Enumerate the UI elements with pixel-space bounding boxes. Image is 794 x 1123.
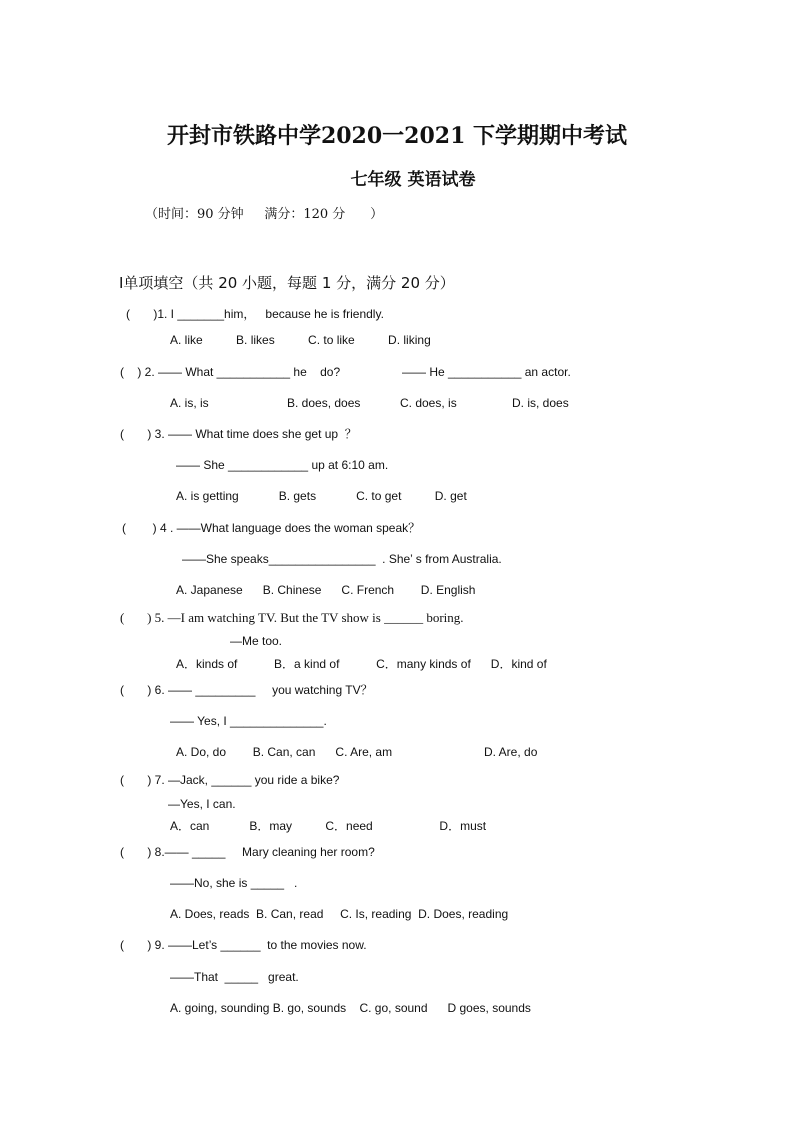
question-8-answer-line: ——No, she is _____ . — [170, 876, 298, 890]
question-5-options: A．kinds of B．a kind of C．many kinds of D．kind of — [176, 657, 547, 671]
question-8-options: A. Does, reads B. Can, read C. Is, reading D. Does, reading — [170, 907, 509, 921]
question-6-answer-line: —— Yes, I ______________. — [170, 714, 327, 728]
question-7-options: A．can B．may C．need D．must — [170, 819, 487, 833]
question-2: ( ) 2. —— What ___________ he do? — [120, 365, 341, 379]
question-7-answer-line: —Yes, I can. — [168, 797, 236, 811]
question-3: ( ) 3. —— What time does she get up ？ — [120, 427, 357, 441]
question-1-options: A. like B. likes C. to like D. liking — [170, 333, 431, 347]
section-title: Ⅰ单项填空（共 20 小题，每题 1 分，满分 20 分） — [119, 274, 455, 292]
question-6-options: A. Do, do B. Can, can C. Are, am — [176, 745, 393, 759]
question-2-answer-line: —— He ___________ an actor. — [402, 365, 571, 379]
question-6: ( ) 6. —— _________ you watching TV？ — [120, 683, 373, 697]
question-8: ( ) 8.—— _____ Mary cleaning her room? — [120, 845, 375, 859]
exam-title: 开封市铁路中学2020一2021 下学期期中考试 — [166, 123, 628, 149]
question-2-option-b: B. does, does — [287, 396, 361, 410]
question-3-answer-line: —— She ____________ up at 6:10 am. — [176, 458, 389, 472]
question-1: ( )1. I _______him， because he is friendly. — [126, 307, 384, 321]
question-6-option-d: D. Are, do — [484, 745, 538, 759]
question-9-answer-line: ——That _____ great. — [170, 970, 299, 984]
question-3-options: A. is getting B. gets C. to get D. get — [176, 489, 467, 503]
exam-subtitle: 七年级 英语试卷 — [350, 170, 476, 190]
question-4-options: A. Japanese B. Chinese C. French D. English — [176, 583, 476, 597]
question-4: ( ) 4 . ——What language does the woman speak？ — [122, 521, 421, 535]
question-9-options: A. going, sounding B. go, sounds C. go, sound D goes, sounds — [170, 1001, 531, 1015]
question-4-answer-line: ——She speaks________________ . She’ s from Australia. — [182, 552, 502, 566]
question-2-option-d: D. is, does — [512, 396, 569, 410]
question-7: ( ) 7. —Jack, ______ you ride a bike? — [120, 773, 340, 787]
question-2-option-c: C. does, is — [400, 396, 457, 410]
question-5: ( ) 5. —I am watching TV. But the TV show is ______ boring. — [120, 610, 464, 625]
question-9: ( ) 9. ——Let’s ______ to the movies now. — [120, 938, 367, 952]
question-2-option-a: A. is, is — [170, 396, 209, 410]
exam-info: （时间：90 分钟 满分：120 分 ） — [145, 207, 384, 222]
question-5-answer-line: —Me too. — [230, 634, 283, 648]
